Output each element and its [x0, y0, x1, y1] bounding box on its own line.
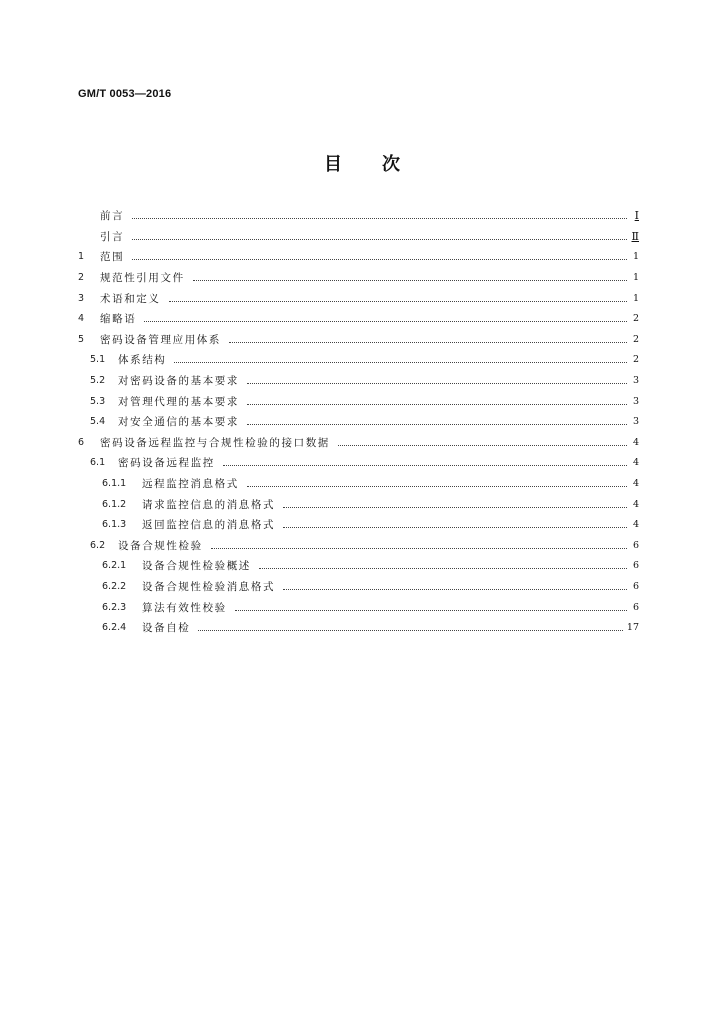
- toc-entry-title: 前言: [100, 210, 125, 223]
- toc-entry-title: 密码设备远程监控与合规性检验的接口数据: [100, 436, 330, 449]
- dot-leader: [132, 238, 627, 240]
- toc-entry-page: 3: [632, 395, 639, 407]
- toc-entry-page: 2: [632, 313, 639, 325]
- toc-entry-number: 5.1: [90, 354, 106, 366]
- toc-entry-page: 1: [632, 292, 639, 304]
- table-of-contents: [78, 206, 639, 638]
- toc-entry[interactable]: [78, 309, 639, 330]
- toc-entry-title: 对安全通信的基本要求: [118, 416, 239, 429]
- dot-leader: [169, 300, 628, 302]
- toc-entry-title: 设备合规性检验概述: [142, 560, 251, 573]
- toc-entry-title: 对密码设备的基本要求: [118, 375, 239, 388]
- standard-number: GM/T 0053—2016: [78, 88, 172, 100]
- dot-leader: [247, 423, 627, 425]
- toc-entry[interactable]: [78, 515, 639, 536]
- toc-entry[interactable]: [78, 206, 639, 227]
- toc-entry-page: 2: [632, 333, 639, 345]
- toc-entry-title: 缩略语: [100, 313, 137, 326]
- toc-entry-title: 密码设备管理应用体系: [100, 333, 221, 346]
- toc-entry[interactable]: [78, 371, 639, 392]
- toc-entry[interactable]: [78, 350, 639, 371]
- dot-leader: [247, 485, 627, 487]
- toc-entry-title: 请求监控信息的消息格式: [142, 498, 276, 511]
- page-title: 目次: [324, 154, 440, 175]
- dot-leader: [247, 382, 627, 384]
- toc-entry-title: 对管理代理的基本要求: [118, 395, 239, 408]
- dot-leader: [229, 341, 627, 343]
- dot-leader: [259, 567, 627, 569]
- toc-entry-number: 6: [78, 436, 85, 448]
- toc-entry-title: 密码设备远程监控: [118, 457, 215, 470]
- dot-leader: [132, 217, 627, 219]
- toc-entry-title: 远程监控消息格式: [142, 478, 239, 491]
- dot-leader: [144, 320, 627, 322]
- toc-entry-page: 3: [632, 416, 639, 428]
- dot-leader: [283, 526, 627, 528]
- dot-leader: [283, 506, 627, 508]
- toc-entry-title: 设备合规性检验消息格式: [142, 580, 276, 593]
- toc-entry-number: 6.2: [90, 539, 106, 551]
- toc-entry[interactable]: [78, 268, 639, 289]
- toc-entry-page: 1: [632, 272, 639, 284]
- toc-entry-number: 2: [78, 272, 85, 284]
- toc-entry-title: 设备合规性检验: [118, 539, 203, 552]
- toc-entry-title: 设备自检: [142, 622, 191, 635]
- dot-leader: [174, 361, 627, 363]
- dot-leader: [223, 464, 627, 466]
- toc-entry-number: 5.4: [90, 416, 106, 428]
- toc-entry-number: 6.1: [90, 457, 106, 469]
- toc-entry[interactable]: [78, 247, 639, 268]
- toc-entry-page: 6: [632, 539, 639, 551]
- toc-entry[interactable]: [78, 577, 639, 598]
- dot-leader: [193, 279, 627, 281]
- toc-entry-number: 6.2.1: [102, 560, 127, 572]
- toc-entry-title: 范围: [100, 251, 125, 264]
- toc-entry[interactable]: [78, 494, 639, 515]
- toc-entry-page: 2: [632, 354, 639, 366]
- toc-entry-page: 4: [632, 457, 639, 469]
- dot-leader: [283, 588, 627, 590]
- toc-entry[interactable]: [78, 288, 639, 309]
- toc-entry[interactable]: [78, 536, 639, 557]
- dot-leader: [211, 547, 627, 549]
- toc-entry-number: 3: [78, 292, 85, 304]
- toc-entry-title: 规范性引用文件: [100, 272, 185, 285]
- toc-entry-page: Ⅰ: [634, 209, 639, 223]
- toc-entry-title: 体系结构: [118, 354, 167, 367]
- toc-entry[interactable]: [78, 556, 639, 577]
- dot-leader: [235, 609, 627, 611]
- toc-entry-page: 6: [632, 580, 639, 592]
- toc-entry-number: 5.3: [90, 395, 106, 407]
- toc-entry-title: 术语和定义: [100, 292, 161, 305]
- toc-entry-page: 6: [632, 560, 639, 572]
- toc-entry-number: 6.1.2: [102, 498, 127, 510]
- toc-entry[interactable]: [78, 474, 639, 495]
- toc-entry-page: 4: [632, 436, 639, 448]
- toc-entry[interactable]: [78, 597, 639, 618]
- toc-entry[interactable]: [78, 227, 639, 248]
- toc-entry-number: 6.2.2: [102, 580, 127, 592]
- toc-entry-page: 4: [632, 519, 639, 531]
- toc-entry-title: 返回监控信息的消息格式: [142, 519, 276, 532]
- toc-entry[interactable]: [78, 412, 639, 433]
- toc-entry-page: Ⅱ: [631, 229, 639, 243]
- toc-entry[interactable]: [78, 330, 639, 351]
- dot-leader: [338, 444, 627, 446]
- toc-entry-page: 4: [632, 478, 639, 490]
- toc-entry-page: 17: [626, 622, 639, 634]
- toc-entry[interactable]: [78, 618, 639, 639]
- toc-entry[interactable]: [78, 453, 639, 474]
- toc-entry-number: 1: [78, 251, 85, 263]
- toc-entry-number: 6.1.3: [102, 519, 127, 531]
- toc-entry-page: 6: [632, 601, 639, 613]
- toc-entry-number: 6.1.1: [102, 478, 127, 490]
- dot-leader: [198, 629, 623, 631]
- toc-entry-title: 引言: [100, 230, 125, 243]
- toc-entry-number: 5.2: [90, 375, 106, 387]
- toc-entry-page: 1: [632, 251, 639, 263]
- toc-entry-number: 6.2.3: [102, 601, 127, 613]
- toc-entry[interactable]: [78, 433, 639, 454]
- toc-entry-page: 3: [632, 375, 639, 387]
- toc-entry-number: 5: [78, 333, 85, 345]
- toc-entry-title: 算法有效性校验: [142, 601, 227, 614]
- toc-entry[interactable]: [78, 391, 639, 412]
- toc-entry-number: 6.2.4: [102, 622, 127, 634]
- dot-leader: [132, 258, 627, 260]
- dot-leader: [247, 403, 627, 405]
- toc-entry-number: 4: [78, 313, 85, 325]
- toc-entry-page: 4: [632, 498, 639, 510]
